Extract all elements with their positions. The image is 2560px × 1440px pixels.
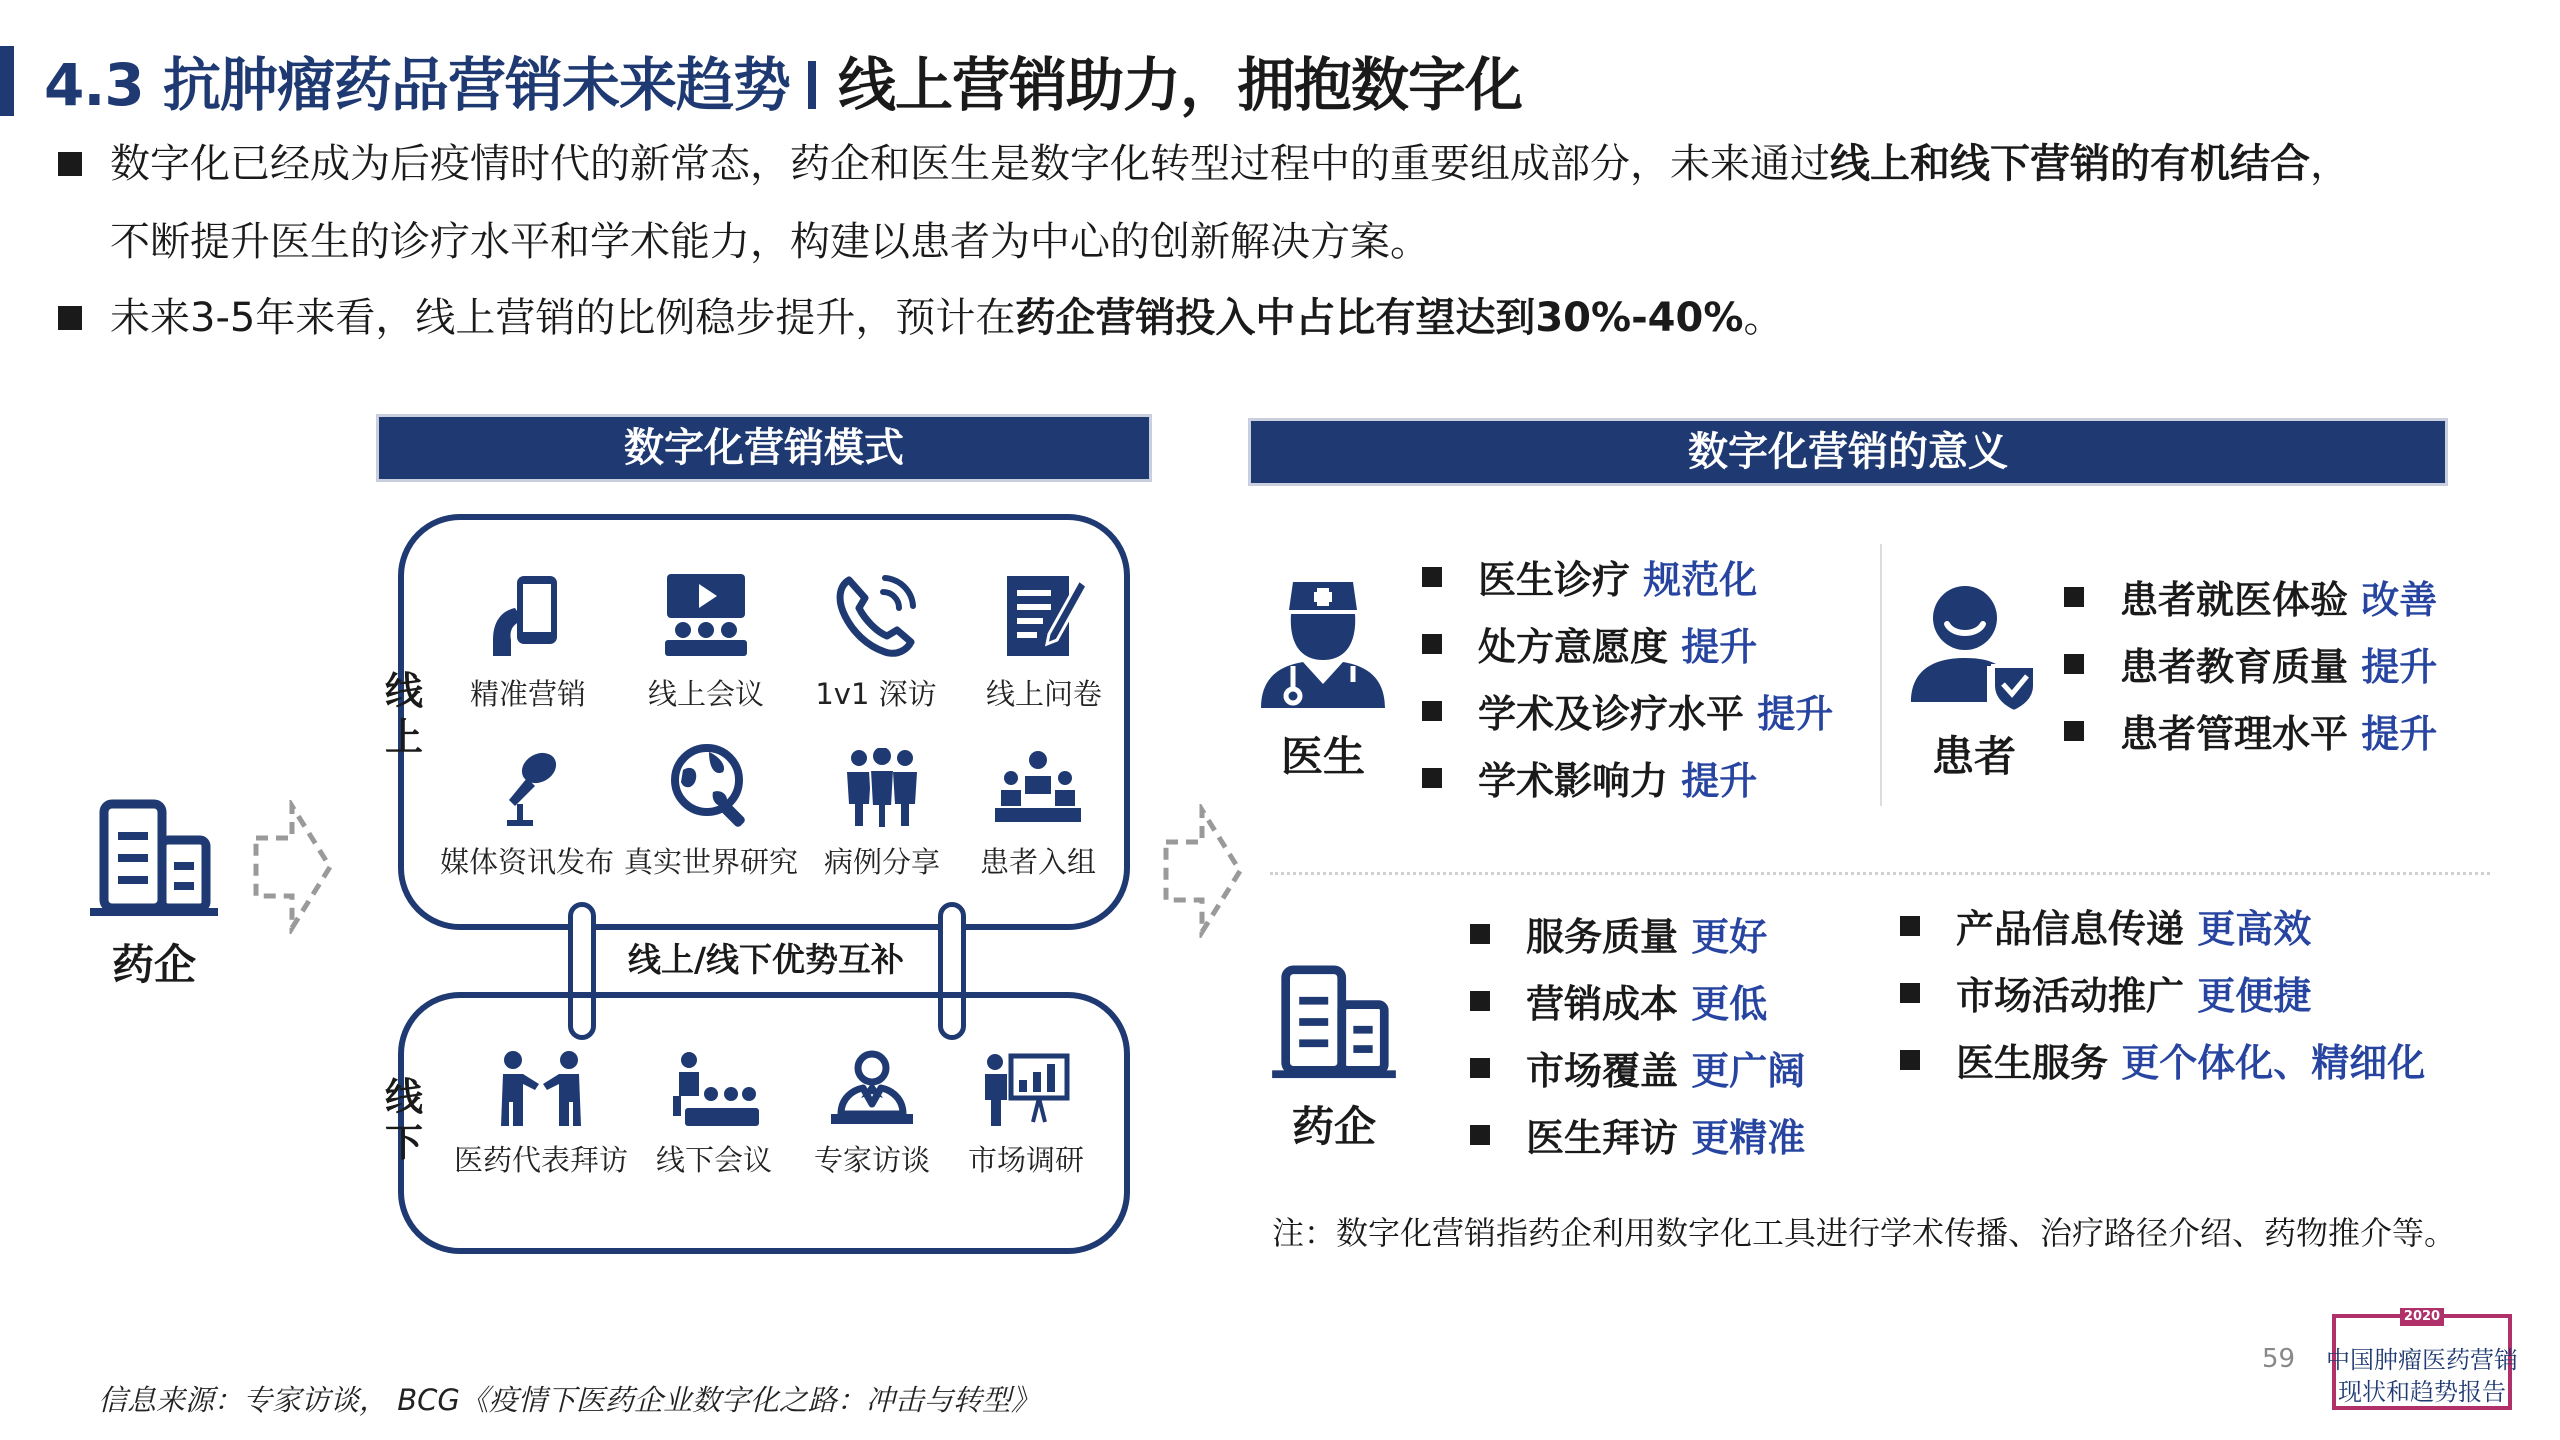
source-note: 信息来源：专家访谈， BCG《疫情下医药企业数字化之路：冲击与转型》	[98, 1383, 1040, 1417]
doctor-benefit-item	[1422, 689, 1833, 739]
survey-icon	[999, 570, 1089, 660]
patient-block	[1904, 582, 2044, 784]
tile-offline-meeting	[624, 1052, 804, 1179]
tile-label: 媒体资讯发布	[439, 845, 614, 879]
pharma-benefit-item	[1900, 904, 2311, 954]
item-text: 医生服务	[1956, 1041, 2109, 1085]
item-highlight: 提升	[1681, 759, 1758, 803]
bullet-marker	[2064, 654, 2084, 674]
tile-label: 市场调研	[967, 1143, 1084, 1177]
item-text: 患者管理水平	[2120, 712, 2349, 756]
item-text: 营销成本	[1526, 982, 1679, 1026]
item-highlight: 更精准	[1691, 1116, 1806, 1160]
patient-role-label: 患者	[1931, 732, 2016, 781]
tile-market-research	[936, 1052, 1116, 1179]
bullet-marker	[1422, 701, 1442, 721]
title-accent-bar	[0, 46, 14, 116]
bullet-marker	[1422, 634, 1442, 654]
tile-label: 病例分享	[823, 845, 940, 879]
doctor-block	[1248, 574, 1398, 784]
building-icon	[88, 798, 220, 918]
item-highlight: 改善	[2361, 578, 2438, 622]
divider	[1270, 872, 2490, 875]
bullet-marker	[1900, 916, 1920, 936]
bullet-2-bold: 药企营销投入中占比有望达到30%-40%	[1015, 295, 1744, 341]
bullet-2	[110, 279, 1783, 357]
bullet-marker	[1470, 991, 1490, 1011]
pharma-benefit-item	[1470, 912, 1767, 962]
bullet-2-text: 未来3-5年来看，线上营销的比例稳步提升，预计在	[110, 295, 1016, 341]
logo-line-2: 现状和趋势报告	[2338, 1378, 2506, 1406]
page-title	[44, 38, 1522, 122]
online-label	[384, 668, 424, 760]
doctor-icon	[1253, 574, 1393, 708]
presenter-icon	[669, 1052, 759, 1126]
tile-label: 真实世界研究	[623, 845, 798, 879]
pharma-benefit-item	[1470, 979, 1767, 1029]
footnote: 注：数字化营销指药企利用数字化工具进行学术传播、治疗路径介绍、药物推介等。	[1272, 1214, 2457, 1252]
patient-benefit-item	[2064, 575, 2437, 625]
right-section-header: 数字化营销的意义	[1248, 418, 2448, 486]
dashed-arrow-icon	[1160, 804, 1244, 938]
bullet-marker	[58, 306, 82, 330]
tile-1v1-interview	[786, 570, 966, 713]
item-highlight: 提升	[1681, 625, 1758, 669]
doctor-benefit-item	[1422, 756, 1757, 806]
tile-label: 线上会议	[647, 677, 764, 711]
item-text: 学术影响力	[1478, 759, 1669, 803]
team-table-icon	[993, 748, 1083, 828]
item-text: 患者教育质量	[2120, 645, 2349, 689]
tile-real-world-study	[616, 742, 806, 881]
item-highlight: 更广阔	[1691, 1049, 1806, 1093]
online-label-text: 线 上	[384, 669, 423, 759]
bullet-1-end: ，	[2310, 141, 2350, 187]
pharma-benefit-item	[1470, 1046, 1805, 1096]
item-highlight: 规范化	[1643, 558, 1758, 602]
title-separator	[808, 61, 816, 109]
bullet-marker	[2064, 721, 2084, 741]
bullet-1-text: 数字化已经成为后疫情时代的新常态，药企和医生是数字化转型过程中的重要组成部分，未来通过	[110, 141, 1830, 187]
report-logo	[2322, 1306, 2522, 1416]
offline-label-text: 线 下	[384, 1075, 423, 1165]
item-highlight: 更高效	[2197, 907, 2312, 951]
title-sub: 线上营销助力，拥抱数字化	[837, 51, 1522, 119]
bullet-marker	[2064, 587, 2084, 607]
bullet-marker	[1422, 768, 1442, 788]
bullet-marker	[1470, 924, 1490, 944]
item-text: 产品信息传递	[1956, 907, 2185, 951]
item-text: 处方意愿度	[1478, 625, 1669, 669]
item-text: 市场覆盖	[1526, 1049, 1679, 1093]
pharma-block	[1264, 964, 1404, 1154]
doctor-role-label: 医生	[1280, 732, 1365, 781]
handshake-icon	[499, 1050, 583, 1126]
bullet-1-line-1	[110, 125, 2350, 203]
item-highlight: 更便捷	[2197, 974, 2312, 1018]
company-label: 药企	[111, 940, 196, 989]
phone-hand-icon	[483, 570, 573, 660]
logo-year: 2020	[2403, 1309, 2441, 1324]
microphone-icon	[487, 748, 567, 828]
dashed-arrow-icon	[250, 800, 334, 934]
tile-rep-visit	[446, 1050, 636, 1179]
online-meeting-icon	[661, 570, 751, 660]
expert-icon	[827, 1050, 917, 1126]
tile-case-sharing	[792, 748, 972, 881]
bullet-1-line-2: 不断提升医生的诊疗水平和学术能力，构建以患者为中心的创新解决方案。	[110, 219, 1430, 265]
item-text: 医生诊疗	[1478, 558, 1631, 602]
bullet-marker	[1422, 567, 1442, 587]
bullet-marker	[1470, 1058, 1490, 1078]
patient-benefit-item	[2064, 709, 2437, 759]
offline-label	[384, 1074, 424, 1166]
left-section-header: 数字化营销模式	[376, 414, 1152, 482]
doctor-benefit-item	[1422, 622, 1757, 672]
tile-precision-marketing	[438, 570, 618, 713]
title-main: 4.3 抗肿瘤药品营销未来趋势	[44, 51, 790, 119]
bullet-marker	[1900, 983, 1920, 1003]
item-highlight: 更个体化、精细化	[2121, 1041, 2426, 1085]
item-text: 医生拜访	[1526, 1116, 1679, 1160]
patient-icon	[1907, 582, 2041, 712]
tile-online-survey	[954, 570, 1134, 713]
item-text: 服务质量	[1526, 915, 1679, 959]
bullet-marker	[1900, 1050, 1920, 1070]
bullet-marker	[1470, 1125, 1490, 1145]
tile-media-release	[432, 748, 622, 881]
item-highlight: 提升	[2361, 645, 2438, 689]
globe-search-icon	[669, 742, 753, 828]
pharma-benefit-item	[1900, 971, 2311, 1021]
building-icon	[1270, 964, 1398, 1080]
online-offline-mix-label: 线上/线下优势互补	[628, 940, 905, 979]
tile-label: 线下会议	[655, 1143, 772, 1177]
item-highlight: 提升	[2361, 712, 2438, 756]
patient-benefit-item	[2064, 642, 2437, 692]
item-text: 学术及诊疗水平	[1478, 692, 1745, 736]
phone-call-icon	[831, 570, 921, 660]
item-text: 市场活动推广	[1956, 974, 2185, 1018]
chart-board-icon	[981, 1052, 1071, 1126]
bullet-1-bold: 线上和线下营销的有机结合	[1830, 141, 2310, 187]
tile-label: 1v1 深访	[815, 677, 937, 711]
page-number: 59	[2262, 1344, 2296, 1374]
pharma-benefit-item	[1470, 1113, 1805, 1163]
tile-patient-enrollment	[948, 748, 1128, 881]
tile-label: 专家访谈	[813, 1143, 930, 1177]
bullet-2-end: 。	[1743, 295, 1784, 341]
tile-label: 线上问卷	[985, 677, 1102, 711]
divider	[1880, 544, 1882, 806]
pharma-benefit-item	[1900, 1038, 2425, 1088]
item-highlight: 提升	[1757, 692, 1834, 736]
company-block	[88, 798, 220, 992]
doctor-benefit-item	[1422, 555, 1757, 605]
bullet-marker	[58, 152, 82, 176]
tile-online-meeting	[616, 570, 796, 713]
tile-label: 患者入组	[979, 845, 1096, 879]
tile-label: 医药代表拜访	[453, 1143, 628, 1177]
tile-label: 精准营销	[469, 677, 586, 711]
item-highlight: 更好	[1691, 915, 1768, 959]
pharma-role-label: 药企	[1291, 1102, 1376, 1151]
tile-expert-interview	[782, 1050, 962, 1179]
item-text: 患者就医体验	[2120, 578, 2349, 622]
logo-line-1: 中国肿瘤医药营销	[2326, 1346, 2518, 1374]
group-icon	[839, 748, 925, 828]
item-highlight: 更低	[1691, 982, 1768, 1026]
